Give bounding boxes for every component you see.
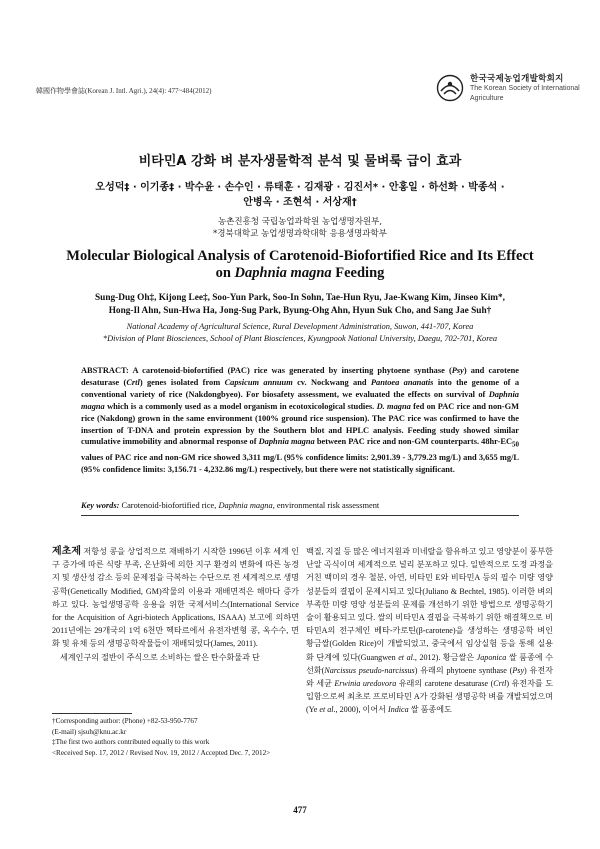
english-authors-line-2: Hong-Il Ahn, Sun-Hwa Ha, Jong-Sug Park, Byung-Ohg Ahn, Hyun Suk Cho, and Sang Jae Suh† [108,305,492,316]
abstract-text: ) and carotene desaturase ( [81,366,519,387]
footnote-corresponding: †Corresponding author: (Phone) +82-53-950-7767 [52,717,198,725]
english-title-post: Feeding [331,265,385,281]
society-name-english-1: The Korean Society of International [470,85,580,92]
body-column-right [306,545,553,717]
society-name-english-2: Agriculture [470,95,504,102]
society-logo [436,74,580,104]
english-title-line-2 [40,265,560,282]
right-text: 쌀 품종에도 [408,705,452,715]
species-capsicum: Capsicum annuum [224,377,293,387]
abstract-text: ) genes isolated from [139,377,225,387]
right-text: 쌀 품종에 수선화( [306,652,553,675]
korean-title: 비타민A 강화 벼 분자생물학적 분석 및 물벼룩 급이 효과 [138,154,462,169]
english-title-line-1: Molecular Biological Analysis of Carotenoid-Biofortified Rice and Its Effect [66,248,534,264]
body-column-left [52,545,299,664]
journal-reference: 韓國作物學會誌(Korean J. Intl. Agri.), 24(4): 477~484(2012) [36,87,212,95]
right-text: ., 2012). 황금쌀은 [412,652,477,662]
footnotes [52,716,302,758]
korean-affiliation-2: *경북대학교 농업생명과학대학 응용생명과학부 [213,229,387,239]
footnote-received-dates: <Received Sep. 17, 2012 / Revised Nov. 19, 2012 / Accepted Dec. 7, 2012> [52,748,271,757]
abstract-text: cv. Nockwang and [292,377,371,387]
english-title [40,248,560,282]
intro-text: 저항성 콩을 상업적으로 재배하기 시작한 1996년 이후 세계 인구 증가에 따른 식량 부족, 온난화에 의한 지구 환경의 변화에 따른 농경지 및 생산성 감소 등의 문제점을 극복하는 수단으로 전 세계적으로 생명공학(Genetically Modified, GM)작물의 이용과 재배면적은 해마다 증가하고 있다. 농업생명공학 응용을 위한 국제서비스(International Service for the Acquisition of Agri-biotech Applications, ISAAA) 보고에 의하면 2011년에는 29개국의 1억 6천만 헥타르에서 유전자변형 콩, 옥수수, 면화 및 유채 등의 생명공학작물들이 재배되었다(James, 2011). [52,547,299,649]
footnote-divider [52,713,132,714]
right-text: 백질, 지질 등 많은 에너지원과 미네랄을 함유하고 있고 영양분이 풍부한 난알 곡식이며 세계적으로 널리 분포하고 있다. 일반적으로 도정 과정을 거친 백미의 경우 철분, 아연, 비타민 E와 비타민A 등의 필수 미량 영양 성분들의 결핍이 문제시되고 있다(Juliano & Bechtel, 1985). 이러한 벼의 부족한 미량 영양 성분들의 문제를 개선하기 위한 방법으로 생명공학기술이 활용되고 있다. 쌀의 비타민A 결핍을 극복하기 위한 해결책으로 비타민A의 전구체인 베타-카로틴(β-carotene)을 생성하는 생명공학 벼인 황금쌀(Golden Rice)이 개발되었고, 중국에서 임상실험 등을 통해 실용화 단계에 있다(Guangwen [306,547,553,662]
gene-crtl: Crtl [126,377,140,387]
right-text: ) 유전자를 도입함으로써 최초로 프로비타민 A가 강화된 생명공학 벼를 개발되었으며(Ye [306,679,553,715]
intro-paragraph-1 [52,545,299,651]
abstract-text: fed on PAC rice and non-GM rice (Nakdong) grown in the same environment (100% ground rice suspension). The PAC rice was confirmed to have the insertion of T-DNA and protein expression by the Southern blot and HPLC analysis. Feeding study showed similar cumulative immobility and abnormal response of [81,401,519,447]
right-text: 유래의 carotene desaturase ( [396,679,494,689]
intro-heading: 제초제 [52,546,81,557]
abstract-text: into the genome of a conventional variety of rice (Nakdongbyeo). For biosafety assessment, we evaluated the effects on survival of [81,377,520,399]
korean-authors-line-2: 안병옥 · 조현석 · 서상재† [243,197,357,208]
intro-paragraph-2: 세계인구의 절반이 주식으로 소비하는 쌀은 탄수화물과 단 [60,652,260,662]
abstract-text: between PAC rice and non-GM counterparts. 48hr-EC [314,437,513,447]
abstract-text: which is a commonly used as a model organism in ecotoxicological studies. [104,401,377,411]
species-daphnia: Daphnia magna [258,437,315,447]
right-text: ) 유래의 phytoene synthase ( [414,665,513,675]
english-title-pre: on [215,265,235,281]
right-text: ., 2000), 이어서 [333,705,389,715]
species-narcissus: Narcissus pseudo-narcissus [324,665,415,675]
species-daphnia-short: D. magna [376,401,411,411]
citation-etal: et al [398,652,413,662]
english-affiliation-1: National Academy of Agricultural Science, Rural Development Administration, Suwon, 441-707, Korea [126,322,474,331]
english-authors [40,292,560,317]
abstract-text: values of PAC rice and non-GM rice showed 3,311 mg/L (95% confidence limits: 2,901.39 - 3,779.23 mg/L) and 3,655 mg/L (95% confidence limits: 3,156.71 - 4,232.86 mg/L) respectively, but there were not statistically significant. [81,453,519,474]
footnote-email: (E-mail) sjsuh@knu.ac.kr [52,727,127,736]
species-daphnia: Daphnia magna [81,389,519,411]
english-affiliations [40,321,560,344]
ec-subscript: 50 [512,441,519,450]
korean-affiliation-1: 농촌진흥청 국립농업과학원 농업생명자원부, [217,217,383,227]
society-name-korean: 한국국제농업개발학회지 [470,74,564,84]
gene-crtl: Crtl [493,679,507,689]
english-affiliation-2: *Division of Plant Biosciences, School of Plant Biosciences, Kyungpook National University, Daegu, 702-701, Korea [102,333,498,343]
keywords-text: Carotenoid-biofortified rice, [119,501,219,510]
keywords [81,500,519,512]
keywords-divider [81,515,519,516]
keywords-label: Key words: [81,501,120,510]
korean-authors-line-1: 오성덕‡ · 이기종‡ · 박수윤 · 손수인 · 류태훈 · 김재광 · 김진서* · 안홍일 · 하선화 · 박종석 · [95,182,505,193]
right-paragraph [306,545,553,717]
keywords-text: , environmental risk assessment [272,501,380,510]
english-title-species: Daphnia magna [234,265,332,281]
citation-etal: et al [319,705,334,715]
english-authors-line-1: Sung-Dug Oh‡, Kijong Lee‡, Soo-Yun Park, Soo-In Sohn, Tae-Hun Ryu, Jae-Kwang Kim, Jinseo Kim*, [94,293,506,303]
korean-affiliations [0,216,600,240]
korean-authors [60,180,540,210]
abstract [81,365,519,476]
society-emblem-icon [436,74,464,102]
keywords-species: Daphnia magna [218,501,273,510]
species-pantoea: Pantoea ananatis [370,377,434,387]
footnote-equal-contribution: ‡The first two authors contributed equally to this work [52,738,210,746]
variety-indica: Indica [388,705,409,715]
variety-japonica: Japonica [476,652,507,662]
species-erwinia: Erwinia uredovora [334,679,397,689]
page-number: 477 [293,805,307,815]
gene-psy: Psy [512,665,525,675]
right-text: ) 유전자와 세균 [306,665,553,689]
abstract-text: ABSTRACT: A carotenoid-biofortified (PAC) rice was generated by inserting phytoene synthase ( [81,366,452,375]
gene-psy: Psy [451,366,464,375]
